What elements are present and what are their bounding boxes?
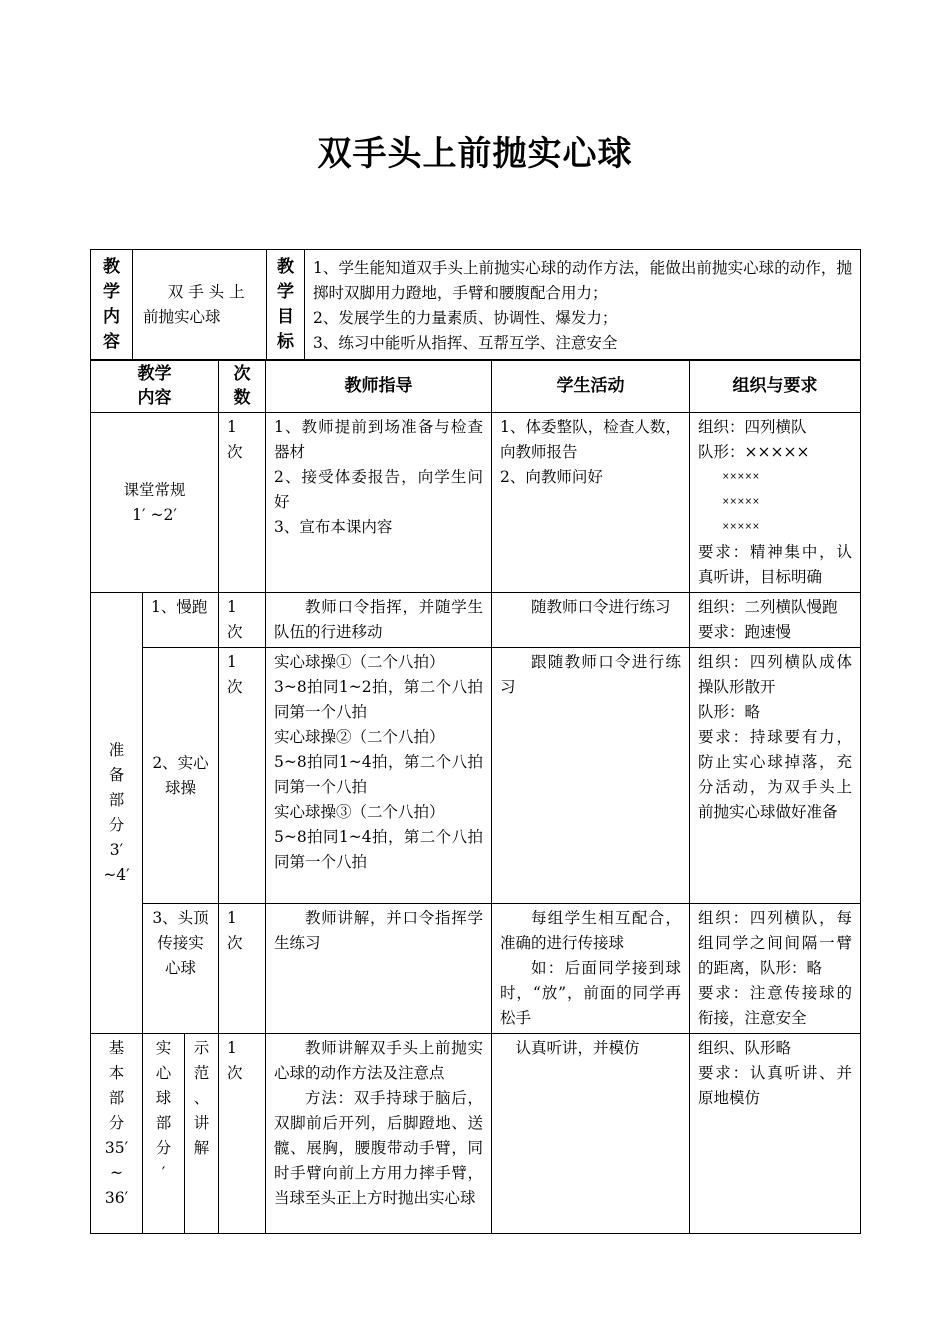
formation-row: ××××× <box>722 522 760 532</box>
routine-student: 1、体委整队，检查人数，向教师报告 2、向教师问好 <box>492 413 690 593</box>
basic-part-label: 实 心 球 部 分 ′ <box>143 1034 185 1234</box>
header-teacher: 教师指导 <box>266 360 492 413</box>
pass-teacher: 教师讲解，并口令指挥学生练习 <box>266 904 492 1034</box>
ball-exercise-org: 组织：四列横队成体操队形散开 队形：略 要求：持球要有力，防止实心球掉落，充分活动，为双手头上前抛实心球做好准备 <box>690 648 861 904</box>
routine-org <box>690 413 861 593</box>
basic-sub-label: 示 范 、 讲 解 <box>185 1034 219 1234</box>
ball-exercise-label: 2、实心 球操 <box>143 648 219 904</box>
run-org: 组织：二列横队慢跑 要求：跑速慢 <box>690 593 861 648</box>
routine-teacher: 1、教师提前到场准备与检查器材 2、接受体委报告，向学生问好 3、宣布本课内容 <box>266 413 492 593</box>
basic-org: 组织、队形略 要求：认真听讲、并原地模仿 <box>690 1034 861 1234</box>
header-content: 教学 内容 <box>91 360 219 413</box>
basic-teacher-intro: 教师讲解双手头上前抛实心球的动作方法及注意点 <box>274 1039 483 1082</box>
run-student: 随教师口令进行练习 <box>492 593 690 648</box>
run-label: 1、慢跑 <box>143 593 219 648</box>
routine-org-line: 组织：四列横队 <box>698 418 807 436</box>
routine-count: 1 次 <box>219 413 266 593</box>
basic-count: 1 次 <box>219 1034 266 1234</box>
basic-section-label: 基 本 部 分 35′ ~ 36′ <box>91 1034 143 1234</box>
header-org: 组织与要求 <box>690 360 861 413</box>
basic-teacher-method: 方法：双手持球于脑后，双脚前后开列，后脚蹬地、送髋、展胸，腰腹带动手臂，同时手臂向前上方用力摔手臂，当球至头正上方时抛出实心球 <box>274 1089 483 1207</box>
goal-label: 教 学 目 标 <box>267 250 305 361</box>
routine-requirement: 要求：精神集中，认真听讲，目标明确 <box>698 543 852 586</box>
content-label: 教 学 内 容 <box>91 250 133 361</box>
run-teacher: 教师口令指挥，并随学生队伍的行进移动 <box>266 593 492 648</box>
lesson-info-table <box>90 249 861 361</box>
routine-label: 课堂常规 1′ ~2′ <box>91 413 219 593</box>
pass-count: 1 次 <box>219 904 266 1034</box>
pass-student-note: 如：后面同学接到球时，“放”，前面的同学再松手 <box>500 959 681 1027</box>
routine-formation-line: 队形：××××× <box>698 443 810 461</box>
lesson-plan-table <box>90 359 861 1234</box>
pass-student-line: 每组学生相互配合，准确的进行传接球 <box>500 909 681 952</box>
formation-row: ××××× <box>722 497 760 507</box>
ball-exercise-student: 跟随教师口令进行练习 <box>492 648 690 904</box>
run-count: 1 次 <box>219 593 266 648</box>
pass-label: 3、头顶 传接实 心球 <box>143 904 219 1034</box>
header-student: 学生活动 <box>492 360 690 413</box>
pass-org: 组织：四列横队，每组同学之间间隔一臂的距离，队形：略 要求：注意传接球的衔接，注意安全 <box>690 904 861 1034</box>
content-value: 双 手 头 上 前抛实心球 <box>133 250 267 361</box>
header-count: 次 数 <box>219 360 266 413</box>
goals-text: 1、学生能知道双手头上前抛实心球的动作方法，能做出前抛实心球的动作，抛掷时双脚用力蹬地，手臂和腰腹配合用力； 2、发展学生的力量素质、协调性、爆发力； 3、练习中能听从指挥、互帮互学、注意安全 <box>305 250 861 361</box>
pass-student <box>492 904 690 1034</box>
ball-exercise-count: 1 次 <box>219 648 266 904</box>
basic-teacher <box>266 1034 492 1234</box>
prep-section-label: 准 备 部 分 3′ ~4′ <box>91 593 143 1034</box>
basic-student: 认真听讲，并模仿 <box>492 1034 690 1234</box>
ball-exercise-teacher: 实心球操①（二个八拍） 3~8拍同1~2拍，第二个八拍同第一个八拍 实心球操②（二个八拍） 5~8拍同1~4拍，第二个八拍同第一个八拍 实心球操③（二个八拍） 5~8拍同1~4拍，第二个八拍同第一个八拍 <box>266 648 492 904</box>
page-title: 双手头上前抛实心球 <box>317 134 633 174</box>
formation-row: ××××× <box>722 472 760 482</box>
